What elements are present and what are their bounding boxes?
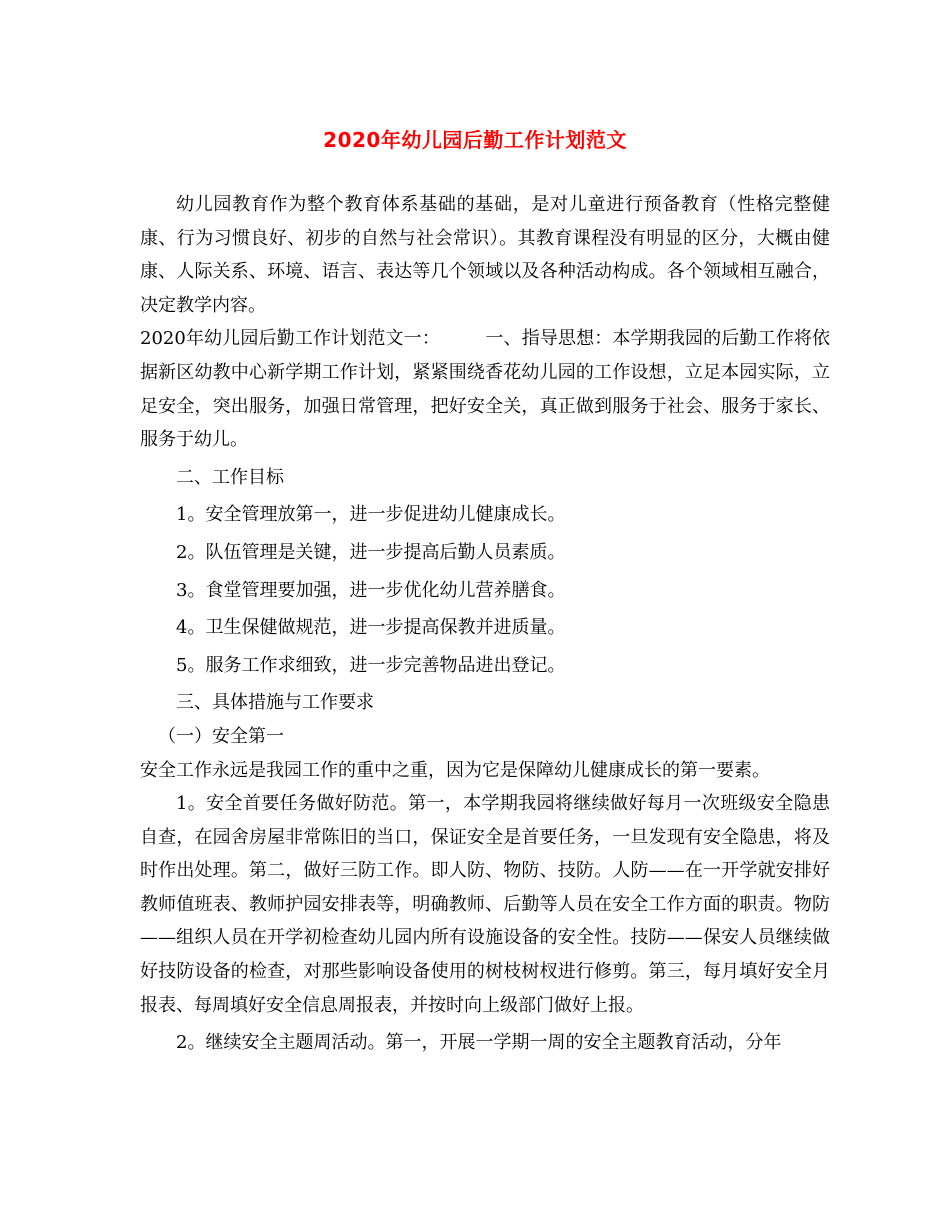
heading-safety-first: （一）安全第一 — [158, 725, 284, 747]
goal-item: 3。食堂管理要加强，进一步优化幼儿营养膳食。 — [176, 579, 566, 601]
document-title: 2020年幼儿园后勤工作计划范文 — [323, 128, 627, 152]
goal-item: 2。队伍管理是关键，进一步提高后勤人员素质。 — [176, 541, 566, 563]
heading-work-goals: 二、工作目标 — [176, 466, 284, 488]
goal-item: 5。服务工作求细致，进一步完善物品进出登记。 — [176, 654, 566, 676]
intro-paragraph: 幼儿园教育作为整个教育体系基础的基础，是对儿童进行预备教育（性格完整健康、行为习惯良好、初步的自然与社会常识）。其教育课程没有明显的区分，大概由健康、人际关系、环境、语言、表达等几个领域以及各种活动构成。各个领域相互融合，决定教学内容。 — [140, 194, 830, 316]
section-one-paragraph: 2020年幼儿园后勤工作计划范文一： 一、指导思想：本学期我园的后勤工作将依据新区幼教中心新学期工作计划，紧紧围绕香花幼儿园的工作设想，立足本园实际，立足安全，突出服务，加强日常管理，把好安全关，真正做到服务于社会、服务于家长、服务于幼儿。 — [140, 328, 830, 451]
safety-intro-paragraph: 安全工作永远是我园工作的重中之重，因为它是保障幼儿健康成长的第一要素。 — [140, 759, 770, 781]
goal-item: 1。安全管理放第一，进一步促进幼儿健康成长。 — [176, 504, 566, 526]
document-body — [140, 188, 830, 1060]
heading-measures: 三、具体措施与工作要求 — [176, 692, 374, 714]
safety-measure-paragraph: 1。安全首要任务做好防范。第一，本学期我园将继续做好每月一次班级安全隐患自查，在园舍房屋非常陈旧的当口，保证安全是首要任务，一旦发现有安全隐患，将及时作出处理。第二，做好三防工作。即人防、物防、技防。人防——在一开学就安排好教师值班表、教师护园安排表等，明确教师、后勤等人员在安全工作方面的职责。物防——组织人员在开学初检查幼儿园内所有设施设备的安全性。技防——保安人员继续做好技防设备的检查，对那些影响设备使用的树枝树杈进行修剪。第三，每月填好安全月报表、每周填好安全信息周报表，并按时向上级部门做好上报。 — [140, 793, 830, 1016]
safety-week-paragraph: 2。继续安全主题周活动。第一，开展一学期一周的安全主题教育活动，分年 — [176, 1032, 782, 1054]
goal-item: 4。卫生保健做规范，进一步提高保教并进质量。 — [176, 617, 566, 639]
